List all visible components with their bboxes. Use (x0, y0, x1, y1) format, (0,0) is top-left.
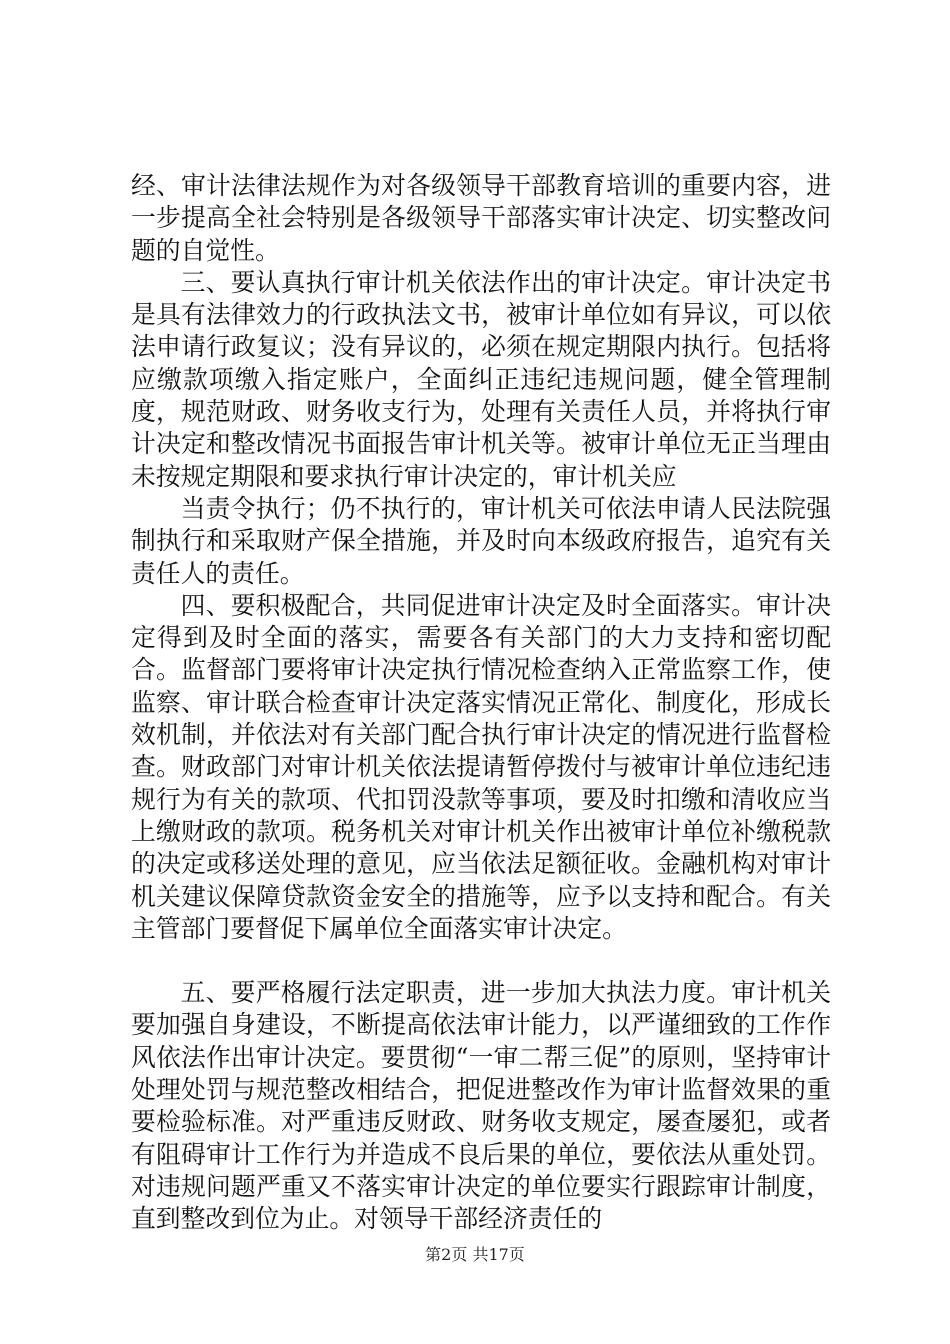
page-number: 第2页 共17页 (425, 1245, 525, 1264)
paragraph-three-continued: 当责令执行；仍不执行的，审计机关可依法申请人民法院强制执行和采取财产保全措施，并及时向本级政府报告，追究有关责任人的责任。 (131, 493, 831, 588)
paragraph-gap (131, 945, 831, 977)
paragraph-continuation: 经、审计法律法规作为对各级领导干部教育培训的重要内容，进一步提高全社会特别是各级领导干部落实审计决定、切实整改问题的自觉性。 (131, 171, 831, 265)
document-body (131, 170, 831, 1236)
paragraph-five: 五、要严格履行法定职责，进一步加大执法力度。审计机关要加强自身建设，不断提高依法审计能力，以严谨细致的工作作风依法作出审计决定。要贯彻“一审二帮三促”的原则，坚持审计处理处罚与规范整改相结合，把促进整改作为审计监督效果的重要检验标准。对严重违反财政、财务收支规定，屡查屡犯，或者有阻碍审计工作行为并造成不良后果的单位，要依法从重处罚。对违规问题严重又不落实审计决定的单位要实行跟踪审计制度，直到整改到位为止。对领导干部经济责任的 (131, 978, 831, 1234)
paragraph-three: 三、要认真执行审计机关依法作出的审计决定。审计决定书是具有法律效力的行政执法文书，被审计单位如有异议，可以依法申请行政复议；没有异议的，必须在规定期限内执行。包括将应缴款项缴入指定账户，全面纠正违纪违规问题，健全管理制度，规范财政、财务收支行为，处理有关责任人员，并将执行审计决定和整改情况书面报告审计机关等。被审计单位无正当理由未按规定期限和要求执行审计决定的，审计机关应 (131, 267, 831, 491)
paragraph-four: 四、要积极配合，共同促进审计决定及时全面落实。审计决定得到及时全面的落实，需要各有关部门的大力支持和密切配合。监督部门要将审计决定执行情况检查纳入正常监察工作，使监察、审计联合检查审计决定落实情况正常化、制度化，形成长效机制，并依法对有关部门配合执行审计决定的情况进行监督检查。财政部门对审计机关依法提请暂停拨付与被审计单位违纪违规行为有关的款项、代扣罚没款等事项，要及时扣缴和清收应当上缴财政的款项。税务机关对审计机关作出被审计单位补缴税款的决定或移送处理的意见，应当依法足额征收。金融机构对审计机关建议保障贷款资金安全的措施等，应予以支持和配合。有关主管部门要督促下属单位全面落实审计决定。 (131, 590, 831, 943)
